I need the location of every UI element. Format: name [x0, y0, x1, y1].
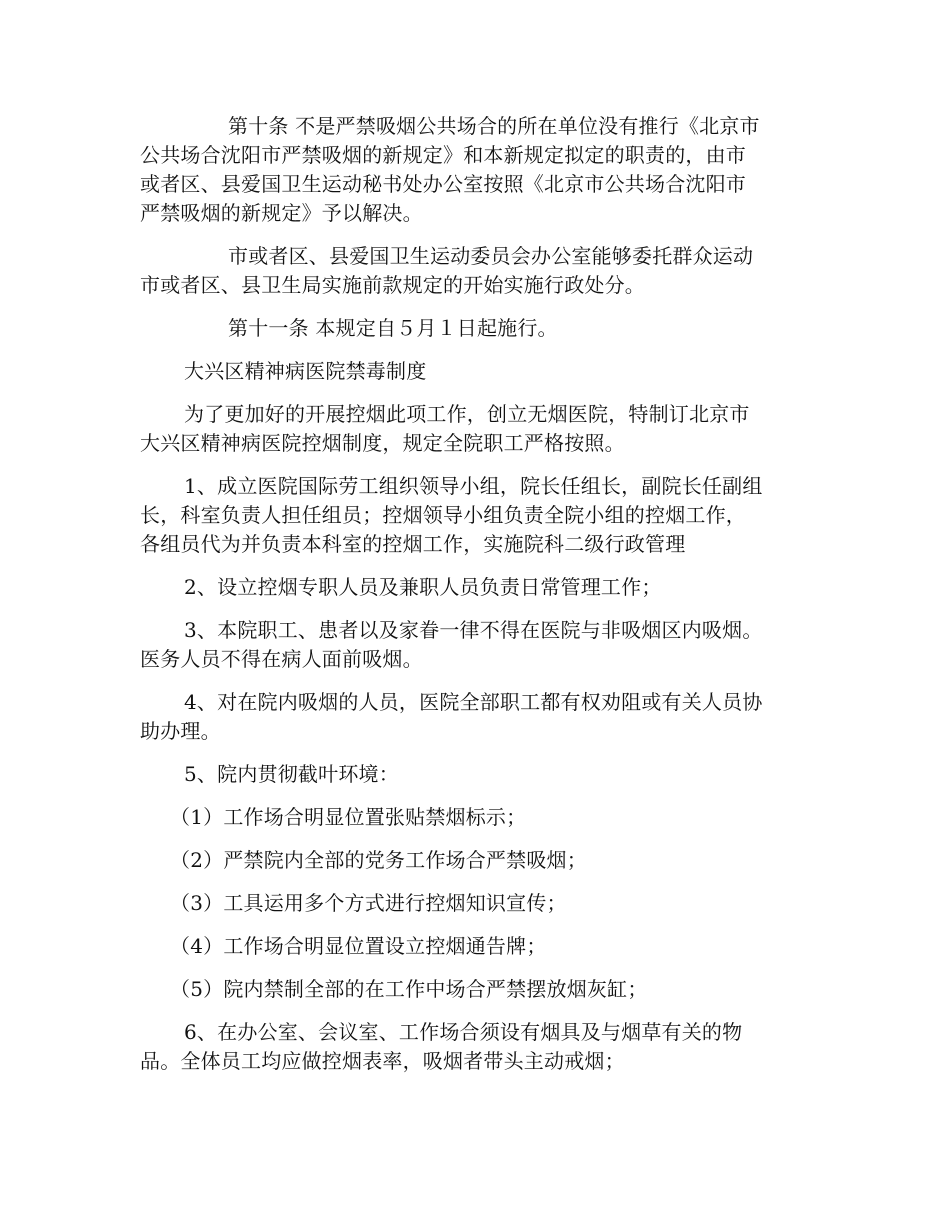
- paragraph-item6: [140, 1018, 815, 1076]
- text-line: （2）严禁院内全部的党务工作场合严禁吸烟；: [170, 848, 587, 872]
- text-line: 市或者区、县爱国卫生运动委员会办公室能够委托群众运动: [228, 244, 754, 268]
- text-line: 5、院内贯彻截叶环境：: [184, 762, 399, 786]
- text-line: （5）院内禁制全部的在工作中场合严禁摆放烟灰缸；: [170, 977, 648, 1001]
- text-line: 第十一条 本规定自５月１日起施行。: [228, 316, 558, 340]
- document-body: [140, 112, 815, 1090]
- text-line: 助办理。: [140, 719, 221, 743]
- text-line: 或者区、县爱国卫生运动秘书处办公室按照《北京市公共场合沈阳市: [140, 172, 746, 196]
- text-line: 大兴区精神病医院禁毒制度: [184, 359, 427, 383]
- text-line: 市或者区、县卫生局实施前款规定的开始实施行政处分。: [140, 273, 645, 297]
- paragraph-sub2: [140, 846, 815, 875]
- text-line: 品。全体员工均应做控烟表率，吸烟者带头主动戒烟；: [140, 1049, 625, 1073]
- text-line: 1、成立医院国际劳工组织领导小组，院长任组长，副院长任副组: [184, 474, 763, 498]
- text-line: （1）工作场合明显位置张贴禁烟标示；: [170, 805, 527, 829]
- paragraph-art10: [140, 112, 815, 228]
- text-line: 长，科室负责人担任组员；控烟领导小组负责全院小组的控烟工作，: [140, 503, 746, 527]
- paragraph-item4: [140, 688, 815, 746]
- text-line: 严禁吸烟的新规定》予以解决。: [140, 201, 423, 225]
- text-line: 3、本院职工、患者以及家眷一律不得在医院与非吸烟区内吸烟。: [184, 618, 763, 642]
- text-line: 公共场合沈阳市严禁吸烟的新规定》和本新规定拟定的职责的，由市: [140, 143, 746, 167]
- paragraph-sub3: [140, 889, 815, 918]
- paragraph-art11: [140, 314, 815, 343]
- text-line: 医务人员不得在病人面前吸烟。: [140, 647, 423, 671]
- paragraph-intro: [140, 400, 815, 458]
- text-line: （4）工作场合明显位置设立控烟通告牌；: [170, 934, 547, 958]
- paragraph-item3: [140, 616, 815, 674]
- text-line: 6、在办公室、会议室、工作场合须设有烟具及与烟草有关的物: [184, 1020, 743, 1044]
- paragraph-sub4: [140, 932, 815, 961]
- text-line: 2、设立控烟专职人员及兼职人员负责日常管理工作；: [184, 575, 662, 599]
- text-line: （3）工具运用多个方式进行控烟知识宣传；: [170, 891, 567, 915]
- paragraph-sub5: [140, 975, 815, 1004]
- paragraph-item5: [140, 760, 815, 789]
- paragraph-item1: [140, 472, 815, 559]
- text-line: 第十条 不是严禁吸烟公共场合的所在单位没有推行《北京市: [228, 114, 760, 138]
- paragraph-sub1: [140, 803, 815, 832]
- paragraph-heading: [140, 357, 815, 386]
- text-line: 为了更加好的开展控烟此项工作，创立无烟医院，特制订北京市: [184, 402, 750, 426]
- paragraph-art10-2: [140, 242, 815, 300]
- text-line: 4、对在院内吸烟的人员，医院全部职工都有权劝阻或有关人员协: [184, 690, 763, 714]
- text-line: 大兴区精神病医院控烟制度，规定全院职工严格按照。: [140, 431, 625, 455]
- paragraph-item2: [140, 573, 815, 602]
- text-line: 各组员代为并负责本科室的控烟工作，实施院科二级行政管理: [140, 532, 686, 556]
